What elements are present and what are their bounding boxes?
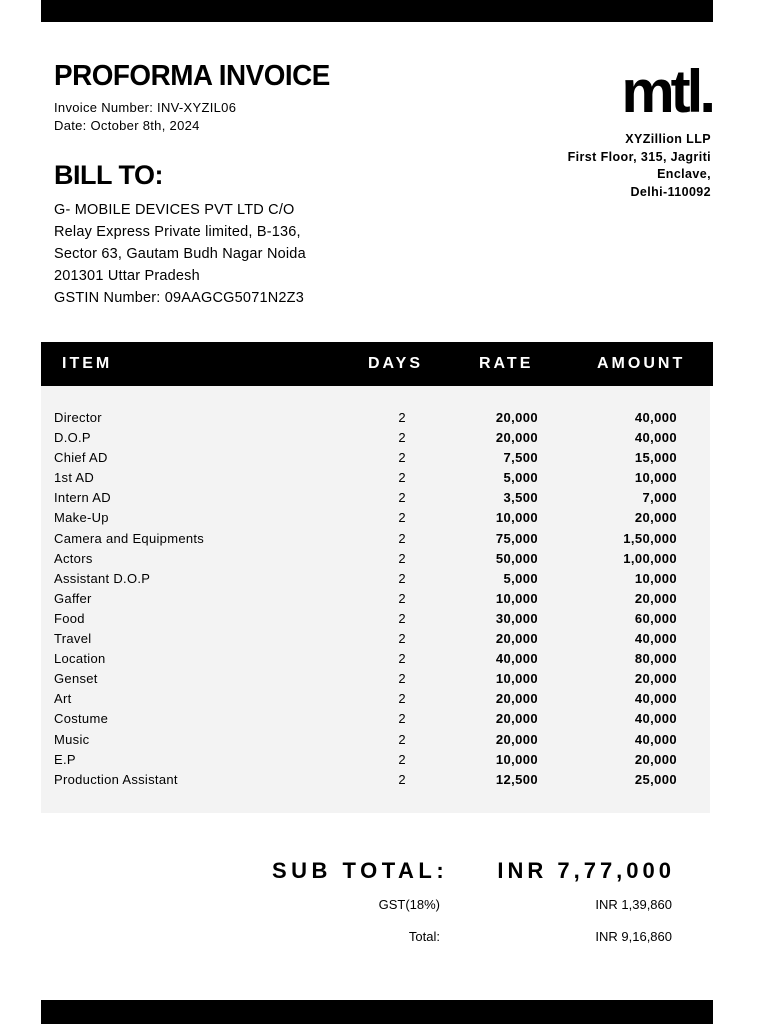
bill-to-line: 201301 Uttar Pradesh	[54, 268, 200, 284]
row-days: 2	[398, 430, 406, 446]
invoice-number: Invoice Number: INV-XYZIL06	[54, 100, 237, 115]
total-value: INR 9,16,860	[595, 929, 672, 944]
gst-value: INR 1,39,860	[595, 897, 672, 912]
table-row	[41, 669, 710, 689]
row-days: 2	[398, 510, 406, 526]
column-header-amount: AMOUNT	[597, 355, 686, 372]
bill-to-line: Sector 63, Gautam Budh Nagar Noida	[54, 246, 306, 262]
row-item: Production Assistant	[54, 771, 178, 787]
bill-to-line: G- MOBILE DEVICES PVT LTD C/O	[54, 202, 295, 218]
column-header-item: ITEM	[62, 355, 113, 372]
row-amount: 40,000	[634, 711, 677, 727]
row-item: Travel	[54, 631, 92, 647]
row-item: Costume	[54, 711, 109, 727]
row-item: Genset	[54, 671, 98, 687]
row-days: 2	[398, 590, 406, 606]
row-rate: 5,000	[503, 570, 538, 586]
row-amount: 20,000	[634, 510, 677, 526]
row-amount: 80,000	[634, 651, 677, 667]
row-item: Music	[54, 731, 90, 747]
bill-to-line: Relay Express Private limited, B-136,	[54, 224, 301, 240]
row-days: 2	[398, 490, 406, 506]
top-bar	[41, 0, 713, 22]
row-amount: 1,50,000	[623, 530, 677, 546]
row-item: Assistant D.O.P	[54, 570, 151, 586]
row-amount: 7,000	[642, 490, 677, 506]
row-days: 2	[398, 631, 406, 647]
row-rate: 12,500	[495, 771, 538, 787]
row-rate: 20,000	[495, 731, 538, 747]
row-days: 2	[398, 550, 406, 566]
seller-address-line: Delhi-110092	[630, 184, 711, 199]
row-rate: 20,000	[495, 711, 538, 727]
row-days: 2	[398, 731, 406, 747]
row-rate: 5,000	[503, 470, 538, 486]
row-amount: 60,000	[634, 610, 677, 626]
table-row	[41, 649, 710, 669]
row-days: 2	[398, 610, 406, 626]
row-rate: 20,000	[495, 691, 538, 707]
row-amount: 40,000	[634, 430, 677, 446]
table-row	[41, 569, 710, 589]
row-amount: 40,000	[634, 731, 677, 747]
bottom-bar	[41, 1000, 713, 1024]
row-amount: 10,000	[634, 570, 677, 586]
row-item: Make-Up	[54, 510, 109, 526]
table-row	[41, 709, 710, 729]
table-body	[41, 386, 710, 813]
row-rate: 10,000	[495, 751, 538, 767]
row-days: 2	[398, 570, 406, 586]
table-row	[41, 689, 710, 709]
table-row	[41, 468, 710, 488]
table-row	[41, 770, 710, 790]
table-row	[41, 428, 710, 448]
table-row	[41, 589, 710, 609]
row-amount: 40,000	[634, 631, 677, 647]
table-row	[41, 549, 710, 569]
table-header	[41, 342, 713, 386]
row-amount: 40,000	[634, 410, 677, 425]
row-amount: 20,000	[634, 671, 677, 687]
bill-to-address	[54, 199, 306, 309]
row-amount: 25,000	[634, 771, 677, 787]
row-amount: 20,000	[634, 751, 677, 767]
row-rate: 20,000	[495, 410, 538, 425]
row-days: 2	[398, 751, 406, 767]
row-rate: 75,000	[495, 530, 538, 546]
row-rate: 20,000	[495, 631, 538, 647]
row-rate: 7,500	[503, 450, 538, 466]
gst-label: GST(18%)	[378, 897, 440, 912]
row-rate: 30,000	[495, 610, 538, 626]
row-item: Location	[54, 651, 106, 667]
row-rate: 10,000	[495, 590, 538, 606]
row-days: 2	[398, 651, 406, 667]
column-header-days: DAYS	[368, 355, 423, 372]
table-row	[41, 609, 710, 629]
company-logo: mtl.	[621, 58, 712, 125]
row-item: Camera and Equipments	[54, 530, 205, 546]
subtotal-label: SUB TOTAL:	[272, 858, 449, 883]
table-row	[41, 750, 710, 770]
row-amount: 10,000	[634, 470, 677, 486]
table-row	[41, 730, 710, 750]
row-amount: 20,000	[634, 590, 677, 606]
table-row	[41, 448, 710, 468]
row-days: 2	[398, 771, 406, 787]
row-rate: 10,000	[495, 671, 538, 687]
bill-to-title: BILL TO:	[54, 160, 163, 190]
row-item: E.P	[54, 751, 76, 767]
row-days: 2	[398, 410, 406, 425]
row-rate: 10,000	[495, 510, 538, 526]
row-days: 2	[398, 470, 406, 486]
seller-address-line: First Floor, 315, Jagriti	[567, 149, 711, 164]
row-item: Food	[54, 610, 85, 626]
invoice-title: PROFORMA INVOICE	[54, 60, 330, 92]
table-row	[41, 488, 710, 508]
line-items	[41, 408, 710, 790]
table-row	[41, 508, 710, 528]
row-item: D.O.P	[54, 430, 91, 446]
row-item: 1st AD	[54, 470, 95, 486]
row-days: 2	[398, 450, 406, 466]
table-row	[41, 408, 710, 428]
gstin-number: GSTIN Number: 09AAGCG5071N2Z3	[54, 290, 304, 306]
seller-address	[511, 131, 711, 201]
row-amount: 1,00,000	[623, 550, 677, 566]
row-item: Director	[54, 410, 102, 425]
row-item: Gaffer	[54, 590, 92, 606]
row-amount: 15,000	[634, 450, 677, 466]
row-item: Chief AD	[54, 450, 108, 466]
table-row	[41, 529, 710, 549]
total-label: Total:	[408, 929, 440, 944]
row-days: 2	[398, 671, 406, 687]
subtotal-value: INR 7,77,000	[497, 858, 675, 883]
row-rate: 3,500	[503, 490, 538, 506]
row-rate: 50,000	[495, 550, 538, 566]
row-item: Actors	[54, 550, 93, 566]
seller-address-line: Enclave,	[657, 167, 711, 181]
column-header-rate: RATE	[479, 355, 534, 372]
row-amount: 40,000	[634, 691, 677, 707]
row-days: 2	[398, 711, 406, 727]
row-rate: 40,000	[495, 651, 538, 667]
row-rate: 20,000	[495, 430, 538, 446]
row-days: 2	[398, 530, 406, 546]
table-row	[41, 629, 710, 649]
seller-name: XYZillion LLP	[625, 132, 711, 146]
row-item: Art	[54, 691, 72, 707]
row-item: Intern AD	[54, 490, 111, 506]
row-days: 2	[398, 691, 406, 707]
invoice-date: Date: October 8th, 2024	[54, 118, 200, 133]
